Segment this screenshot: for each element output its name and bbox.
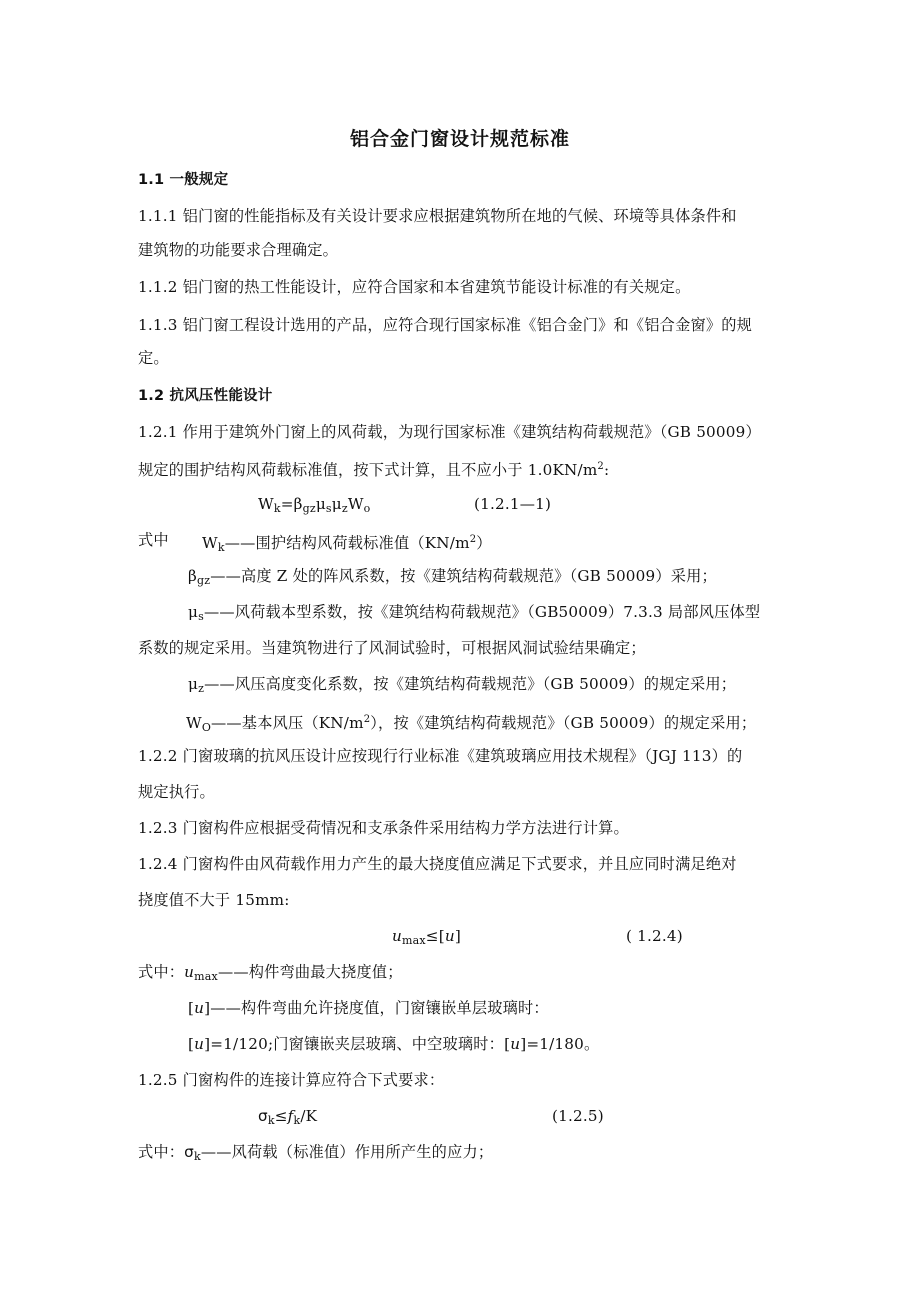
paragraph-1-2-4: 1.2.4 门窗构件由风荷载作用力产生的最大挠度值应满足下式要求，并且应同时满足绝对 (138, 855, 737, 873)
section-heading-1-2: 1.2 抗风压性能设计 (138, 388, 273, 404)
where-wo: WO——基本风压$(KN/m^2)$，按《建筑结构荷载规范》（GB 50009）的规定采用； (186, 714, 757, 734)
paragraph-1-2-2-cont: 规定执行。 (138, 783, 215, 801)
where-sigma: 式中：σk——风荷载（标准值）作用所产生的应力； (138, 1143, 494, 1163)
paragraph-1-2-1: 1.2.1 作用于建筑外门窗上的风荷载，为现行国家标准《建筑结构荷载规范》（GB 50009） (138, 423, 761, 441)
section-heading-1-1: 1.1 一般规定 (138, 172, 229, 188)
where-beta: βgz——高度 Z 处的阵风系数，按《建筑结构荷载规范》（GB 50009）采用； (188, 567, 717, 587)
where-mus-cont: 系数的规定采用。当建筑物进行了风洞试验时，可根据风洞试验结果确定； (138, 639, 646, 657)
paragraph-1-1-3-cont: 定。 (138, 349, 169, 367)
formula-1-2-1: Wk=βgzμsμzWo (258, 495, 371, 515)
paragraph-1-1-2: 1.1.2 铝门窗的热工性能设计，应符合国家和本省建筑节能设计标准的有关规定。 (138, 278, 691, 296)
paragraph-1-2-2: 1.2.2 门窗玻璃的抗风压设计应按现行行业标准《建筑玻璃应用技术规程》（JGJ 113）的 (138, 747, 743, 765)
where-allowable-deflection: [u]——构件弯曲允许挠度值，门窗镶嵌单层玻璃时： (188, 999, 549, 1017)
paragraph-1-1-3: 1.1.3 铝门窗工程设计选用的产品，应符合现行国家标准《铝合金门》和《铝合金窗》的规 (138, 316, 753, 334)
where-mus: μs——风荷载本型系数，按《建筑结构荷载规范》（GB50009）7.3.3 局部风压体型 (188, 603, 761, 623)
where-umax: 式中：umax——构件弯曲最大挠度值； (138, 963, 403, 983)
paragraph-1-1-1: 1.1.1 铝门窗的性能指标及有关设计要求应根据建筑物所在地的气候、环境等具体条件和 (138, 207, 737, 225)
formula-number-1-2-4: ( 1.2.4) (626, 927, 683, 945)
formula-1-2-4: umax≤[u] (392, 927, 461, 947)
formula-1-2-5: σk≤fk/K (258, 1107, 318, 1127)
paragraph-1-2-1-cont: 规定的围护结构风荷载标准值，按下式计算，且不应小于 $1.0KN/m^2$: (138, 461, 610, 479)
paragraph-1-2-5: 1.2.5 门窗构件的连接计算应符合下式要求： (138, 1071, 445, 1089)
where-wk: Wk——围护结构风荷载标准值$(KN/m^2)$ (202, 534, 492, 554)
paragraph-1-2-3: 1.2.3 门窗构件应根据受荷情况和支承条件采用结构力学方法进行计算。 (138, 819, 629, 837)
paragraph-1-2-4-cont: 挠度值不大于 15mm: (138, 891, 290, 909)
formula-number-1-2-5: (1.2.5) (552, 1107, 604, 1125)
formula-number-1-2-1: (1.2.1—1) (474, 495, 552, 513)
where-deflection-limits: [u]=1/120;门窗镶嵌夹层玻璃、中空玻璃时：[u]=1/180。 (188, 1035, 600, 1053)
paragraph-1-1-1-cont: 建筑物的功能要求合理确定。 (138, 241, 339, 259)
where-label-1: 式中 (138, 531, 169, 549)
where-muz: μz——风压高度变化系数，按《建筑结构荷载规范》（GB 50009）的规定采用； (188, 675, 737, 695)
page-title: 铝合金门窗设计规范标准 (349, 128, 570, 150)
